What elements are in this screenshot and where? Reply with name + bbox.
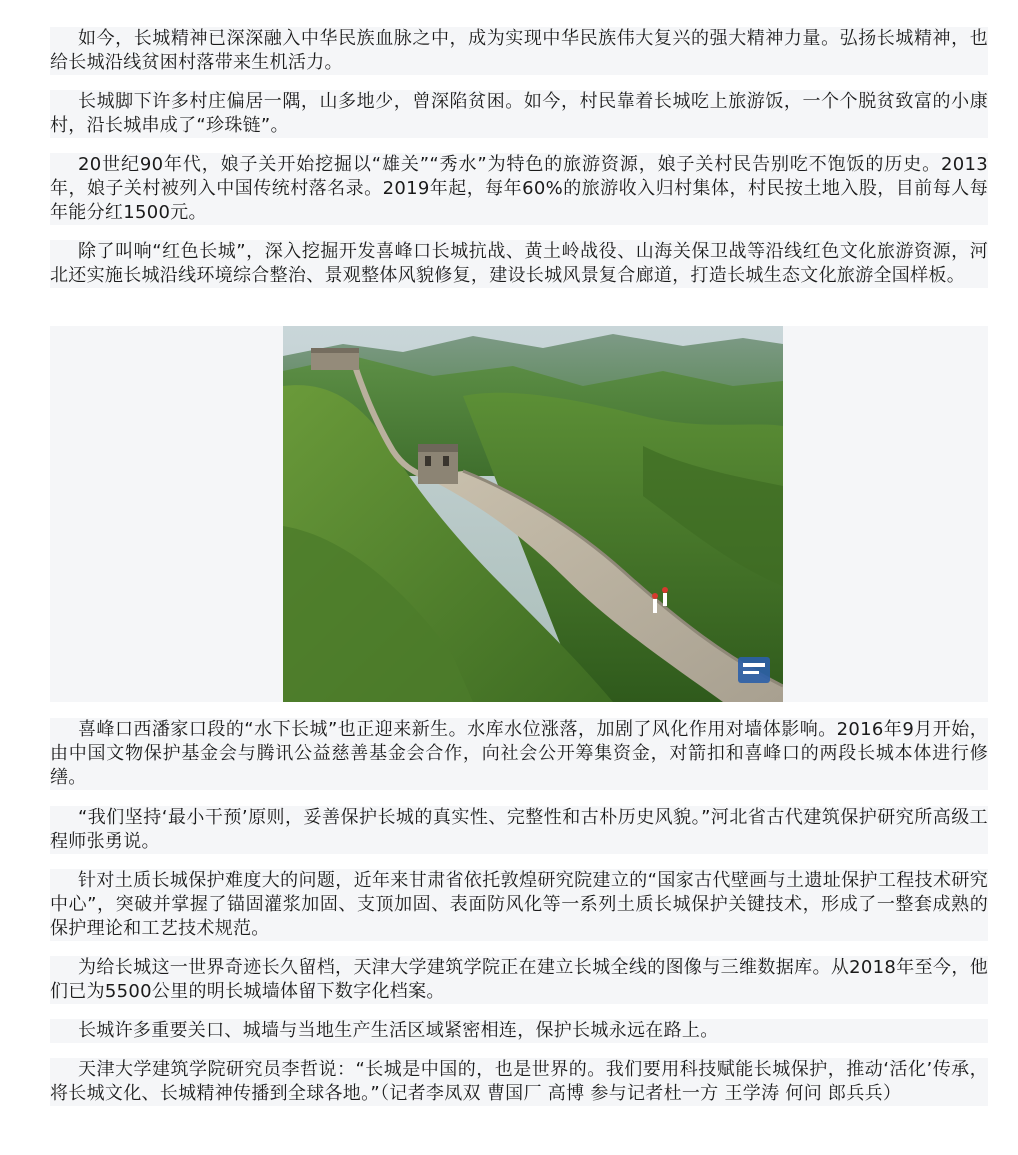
paragraph-3: 20世纪90年代，娘子关开始挖掘以“雄关”“秀水”为特色的旅游资源，娘子关村民告别吃不饱饭的历史。2013年，娘子关村被列入中国传统村落名录。2019年起，每年60%的旅游收入归村集体，村民按土地入股，目前每人每年能分红1500元。 bbox=[50, 154, 988, 223]
photo-figure bbox=[50, 326, 988, 702]
paragraph-10: 天津大学建筑学院研究员李哲说：“长城是中国的，也是世界的。我们要用科技赋能长城保护，推动‘活化’传承，将长城文化、长城精神传播到全球各地。”（记者李凤双 曹国厂 高博 参与记者杜一方 王学涛 何问 郎兵兵） bbox=[50, 1059, 988, 1104]
paragraph-1: 如今，长城精神已深深融入中华民族血脉之中，成为实现中华民族伟大复兴的强大精神力量。弘扬长城精神，也给长城沿线贫困村落带来生机活力。 bbox=[50, 28, 988, 73]
paragraph-8: 为给长城这一世界奇迹长久留档，天津大学建筑学院正在建立长城全线的图像与三维数据库。从2018年至今，他们已为5500公里的明长城墙体留下数字化档案。 bbox=[50, 957, 988, 1002]
paragraph-7: 针对土质长城保护难度大的问题，近年来甘肃省依托敦煌研究院建立的“国家古代壁画与土遗址保护工程技术研究中心”，突破并掌握了锚固灌浆加固、支顶加固、表面防风化等一系列土质长城保护关键技术，形成了一整套成熟的保护理论和工艺技术规范。 bbox=[50, 870, 988, 939]
xinhua-logo-icon bbox=[738, 657, 770, 683]
great-wall-photo-icon bbox=[283, 326, 783, 702]
paragraph-5: 喜峰口西潘家口段的“水下长城”也正迎来新生。水库水位涨落，加剧了风化作用对墙体影响。2016年9月开始，由中国文物保护基金会与腾讯公益慈善基金会合作，向社会公开筹集资金，对箭扣和喜峰口的两段长城本体进行修缮。 bbox=[50, 719, 988, 788]
paragraph-2: 长城脚下许多村庄偏居一隅，山多地少，曾深陷贫困。如今，村民靠着长城吃上旅游饭，一个个脱贫致富的小康村，沿长城串成了“珍珠链”。 bbox=[50, 91, 988, 136]
paragraph-9: 长城许多重要关口、城墙与当地生产生活区域紧密相连，保护长城永远在路上。 bbox=[50, 1019, 988, 1043]
paragraph-4: 除了叫响“红色长城”，深入挖掘开发喜峰口长城抗战、黄土岭战役、山海关保卫战等沿线红色文化旅游资源，河北还实施长城沿线环境综合整治、景观整体风貌修复，建设长城风景复合廊道，打造长城生态文化旅游全国样板。 bbox=[50, 241, 988, 286]
paragraph-6: “我们坚持‘最小干预’原则，妥善保护长城的真实性、完整性和古朴历史风貌。”河北省古代建筑保护研究所高级工程师张勇说。 bbox=[50, 807, 988, 852]
